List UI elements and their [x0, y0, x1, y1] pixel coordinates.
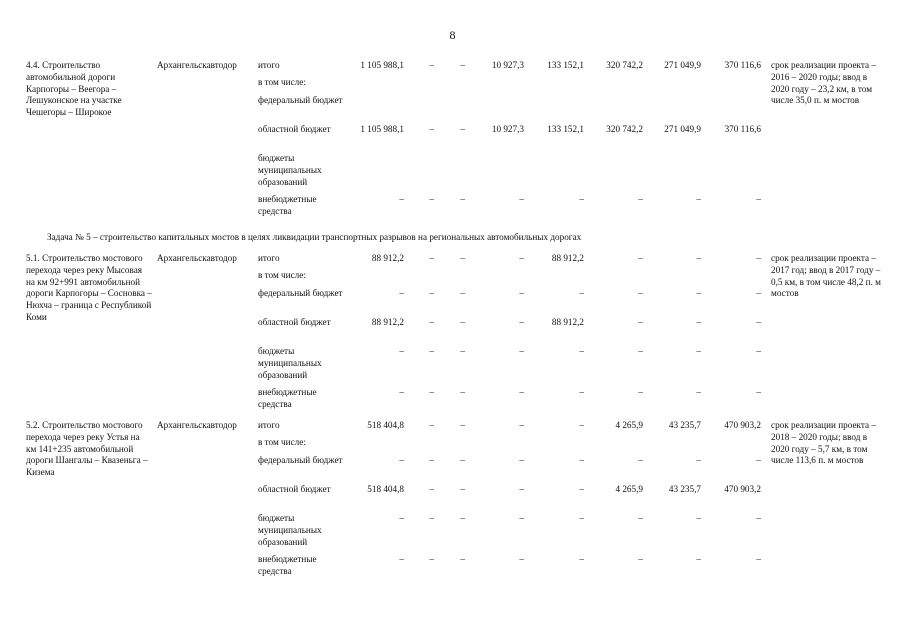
amount-cell: 470 903,2: [724, 484, 761, 494]
amount-cell: –: [756, 455, 761, 465]
amount-cell: –: [399, 513, 404, 523]
amount-cell: –: [460, 554, 465, 564]
amount-cell: –: [519, 513, 524, 523]
amount-cell: –: [696, 288, 701, 298]
funding-source-label: итого: [258, 420, 280, 430]
amount-cell: –: [756, 253, 761, 263]
amount-cell: 133 152,1: [547, 124, 584, 134]
project-note: срок реализации проекта – 2018 – 2020 годы; ввод в 2020 году – 5,7 км, в том числе 113,6 п. м мостов: [771, 420, 876, 466]
amount-cell: –: [399, 194, 404, 204]
amount-cell: –: [579, 194, 584, 204]
amount-cell: –: [696, 253, 701, 263]
amount-cell: –: [696, 554, 701, 564]
amount-cell: 271 049,9: [664, 60, 701, 70]
amount-cell: –: [579, 420, 584, 430]
amount-cell: –: [460, 253, 465, 263]
funding-source-label: внебюджетные средства: [258, 387, 317, 409]
amount-cell: –: [429, 554, 434, 564]
amount-cell: 320 742,2: [606, 60, 643, 70]
amount-cell: –: [756, 346, 761, 356]
amount-cell: 470 903,2: [724, 420, 761, 430]
amount-cell: –: [519, 346, 524, 356]
amount-cell: –: [429, 513, 434, 523]
amount-cell: –: [519, 387, 524, 397]
amount-cell: –: [696, 455, 701, 465]
amount-cell: –: [429, 60, 434, 70]
amount-cell: –: [696, 387, 701, 397]
amount-cell: –: [460, 288, 465, 298]
amount-cell: –: [460, 387, 465, 397]
amount-cell: –: [429, 194, 434, 204]
amount-cell: –: [460, 346, 465, 356]
project-executor: Архангельскавтодор: [157, 253, 237, 263]
amount-cell: –: [519, 554, 524, 564]
funding-source-label: итого: [258, 60, 280, 70]
project-note: срок реализации проекта – 2017 год; ввод в 2017 году – 0,5 км, в том числе 48,2 п. м мостов: [771, 253, 881, 299]
funding-source-label: итого: [258, 253, 280, 263]
amount-cell: –: [399, 387, 404, 397]
amount-cell: –: [460, 420, 465, 430]
amount-cell: –: [460, 60, 465, 70]
amount-cell: –: [429, 387, 434, 397]
amount-cell: 43 235,7: [668, 420, 701, 430]
amount-cell: –: [579, 455, 584, 465]
amount-cell: –: [460, 484, 465, 494]
amount-cell: –: [429, 420, 434, 430]
amount-cell: –: [638, 288, 643, 298]
amount-cell: –: [429, 346, 434, 356]
amount-cell: 370 116,6: [724, 124, 761, 134]
amount-cell: 10 927,3: [491, 60, 524, 70]
amount-cell: 1 105 988,1: [360, 60, 404, 70]
project-note: срок реализации проекта – 2016 – 2020 годы; ввод в 2020 году – 23,2 км, в том числе 35,0 п. м мостов: [771, 60, 876, 106]
amount-cell: 88 912,2: [371, 317, 404, 327]
funding-source-label: в том числе:: [258, 77, 306, 87]
amount-cell: –: [519, 253, 524, 263]
amount-cell: –: [638, 346, 643, 356]
amount-cell: 88 912,2: [551, 253, 584, 263]
funding-source-label: в том числе:: [258, 437, 306, 447]
amount-cell: –: [638, 317, 643, 327]
project-name: 5.1. Строительство мостового перехода через реку Мысовая на км 92+991 автомобильной дороги Карпогоры – Сосновка – Нюхча – граница с Республикой Коми: [26, 253, 152, 322]
amount-cell: –: [429, 455, 434, 465]
page-number: 8: [449, 28, 456, 42]
amount-cell: –: [460, 513, 465, 523]
amount-cell: –: [579, 387, 584, 397]
amount-cell: –: [696, 346, 701, 356]
amount-cell: –: [429, 253, 434, 263]
amount-cell: –: [519, 455, 524, 465]
amount-cell: –: [429, 124, 434, 134]
amount-cell: –: [579, 513, 584, 523]
project-executor: Архангельскавтодор: [157, 420, 237, 430]
amount-cell: –: [519, 420, 524, 430]
amount-cell: 271 049,9: [664, 124, 701, 134]
project-name: 4.4. Строительство автомобильной дороги Карпогоры – Веегора – Лешуконское на участке Чешегоры – Широкое: [26, 60, 122, 118]
funding-source-label: федеральный бюджет: [258, 455, 343, 465]
amount-cell: 320 742,2: [606, 124, 643, 134]
amount-cell: –: [399, 288, 404, 298]
amount-cell: –: [399, 554, 404, 564]
amount-cell: –: [429, 484, 434, 494]
funding-source-label: федеральный бюджет: [258, 288, 343, 298]
amount-cell: –: [579, 554, 584, 564]
amount-cell: –: [579, 346, 584, 356]
amount-cell: 4 265,9: [615, 420, 643, 430]
funding-source-label: областной бюджет: [258, 484, 331, 494]
amount-cell: –: [519, 484, 524, 494]
amount-cell: –: [756, 513, 761, 523]
amount-cell: –: [696, 317, 701, 327]
funding-source-label: федеральный бюджет: [258, 95, 343, 105]
amount-cell: 133 152,1: [547, 60, 584, 70]
amount-cell: –: [519, 317, 524, 327]
amount-cell: –: [638, 194, 643, 204]
amount-cell: –: [638, 455, 643, 465]
amount-cell: 518 404,8: [367, 420, 404, 430]
amount-cell: 10 927,3: [491, 124, 524, 134]
funding-source-label: бюджеты муниципальных образований: [258, 513, 322, 547]
funding-source-label: бюджеты муниципальных образований: [258, 346, 322, 380]
amount-cell: –: [460, 194, 465, 204]
amount-cell: –: [460, 124, 465, 134]
amount-cell: –: [696, 513, 701, 523]
project-name: 5.2. Строительство мостового перехода через реку Устья на км 141+235 автомобильной дороги Шангалы – Квазеньга – Кизема: [26, 420, 148, 478]
amount-cell: –: [399, 346, 404, 356]
amount-cell: –: [756, 387, 761, 397]
amount-cell: –: [579, 484, 584, 494]
amount-cell: –: [756, 554, 761, 564]
funding-source-label: внебюджетные средства: [258, 194, 317, 216]
amount-cell: –: [638, 513, 643, 523]
task-title: Задача № 5 – строительство капитальных мостов в целях ликвидации транспортных разрывов на региональных автомобильных дорогах: [47, 232, 582, 242]
amount-cell: –: [756, 194, 761, 204]
amount-cell: 88 912,2: [551, 317, 584, 327]
amount-cell: –: [460, 317, 465, 327]
funding-source-label: в том числе:: [258, 270, 306, 280]
amount-cell: 4 265,9: [615, 484, 643, 494]
amount-cell: –: [638, 387, 643, 397]
amount-cell: –: [579, 288, 584, 298]
funding-source-label: областной бюджет: [258, 317, 331, 327]
amount-cell: –: [696, 194, 701, 204]
amount-cell: 43 235,7: [668, 484, 701, 494]
amount-cell: –: [519, 288, 524, 298]
project-executor: Архангельскавтодор: [157, 60, 237, 70]
amount-cell: –: [429, 317, 434, 327]
funding-source-label: бюджеты муниципальных образований: [258, 153, 322, 187]
amount-cell: 518 404,8: [367, 484, 404, 494]
amount-cell: 88 912,2: [371, 253, 404, 263]
amount-cell: –: [638, 253, 643, 263]
amount-cell: –: [756, 317, 761, 327]
amount-cell: –: [460, 455, 465, 465]
funding-source-label: областной бюджет: [258, 124, 331, 134]
amount-cell: –: [429, 288, 434, 298]
amount-cell: –: [519, 194, 524, 204]
funding-source-label: внебюджетные средства: [258, 554, 317, 576]
amount-cell: 370 116,6: [724, 60, 761, 70]
amount-cell: –: [756, 288, 761, 298]
amount-cell: 1 105 988,1: [360, 124, 404, 134]
amount-cell: –: [638, 554, 643, 564]
amount-cell: –: [399, 455, 404, 465]
